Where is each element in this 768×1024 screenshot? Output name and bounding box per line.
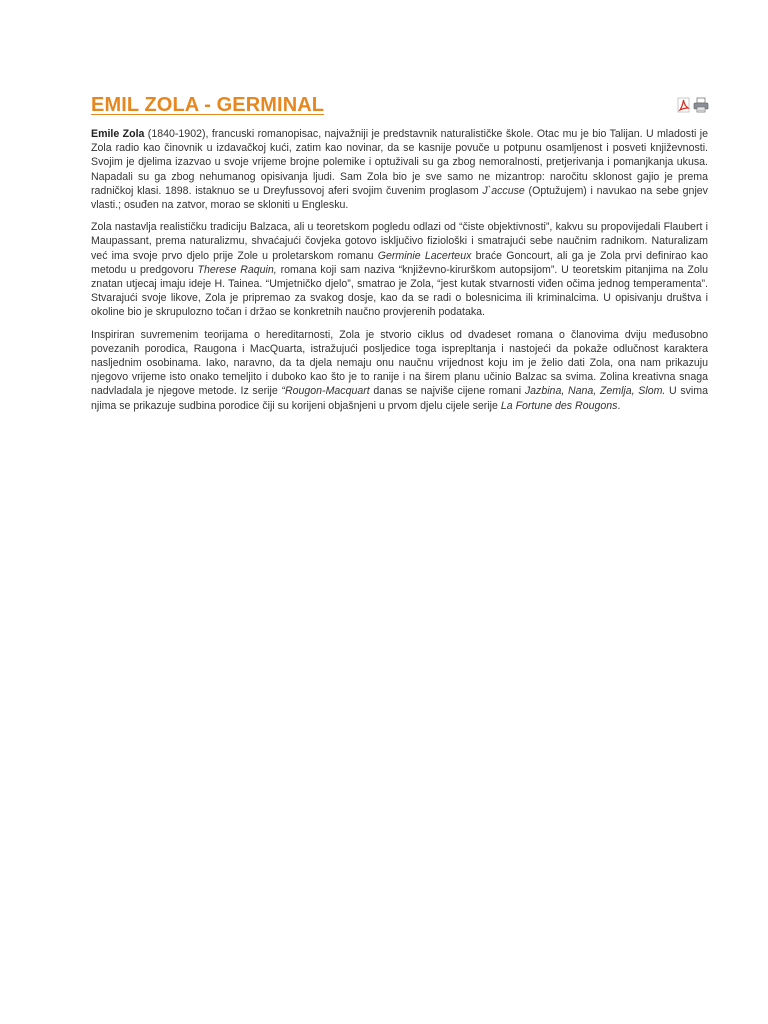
article-body (91, 127, 708, 421)
italic-title: Germinie Lacerteux (377, 249, 472, 262)
title-row (91, 94, 709, 122)
paragraph-text: Inspiriran suvremenim teorijama o hereditarnosti, Zola je stvorio ciklus od dvadeset romana o članovima dviju međusobno povezanih porodica, Raugona i MacQuarta, istražujući posljedice toga isprepltanja i nastojeći da pokaže odlučnost karaktera nasljednim osobinama. Iako, naravno, da ta djela nemaju onu naučnu vrijednost koju im je želio dati Zola, ona nam prikazuju njegovo vrijeme isto onako temeljito i duboko kao što je to ranije i na širem planu učinio Balzac sa svima. Zolina kreativna snaga nadvladala je njegove metode. Iz serije (91, 328, 708, 398)
paragraph-text: Zola nastavlja realističku tradiciju Balzaca, ali u teoretskom pogledu odlazi od “čiste objektivnosti”, kakvu su propovijedali Flaubert i Maupassant, prema naturalizmu, shvaćajući čovjeka gotovo isključivo fiziološki i smatrajući sebe naučnim radnikom. Naturalizam već ima svoje prvo djelo prije Zole u proletarskom romanu (91, 221, 708, 262)
italic-title: “Rougon-Macquart (281, 385, 370, 398)
italic-title: La Fortune des Rougons (500, 399, 618, 412)
paragraph-text: braće Goncourt, ali ga je Zola prvi definirao kao metodu u predgovoru (91, 249, 709, 276)
paragraph-2 (91, 220, 708, 319)
author-name: Emile Zola (91, 128, 145, 140)
italic-title: Therese Raquin, (197, 263, 277, 276)
print-icon[interactable] (693, 97, 709, 113)
article-title-link[interactable]: EMIL ZOLA - GERMINAL (91, 94, 325, 116)
paragraph-1 (91, 127, 708, 212)
paragraph-text: U svima njima se prikazuje sudbina porodice čiji su korijeni objašnjeni u prvom djelu cijele serije (91, 385, 708, 412)
paragraph-text: romana koji sam naziva “književno-kirurškom autopsijom”. U teoretskim pitanjima na Zolu znatan utjecaj imaju ideje H. Tainea. “Umjetničko djelo”, smatrao je Zola, “jest kutak stvarnosti viđen očima jednog temperamenta”. Stvarajući svoje likove, Zola je pripremao za svakog dosje, kao da se radi o bolesnicima ili kriminalcima. U opisivanju društva i okoline bio je skrupulozno točan i držao se konkretnih naučno provjerenih podataka. (91, 263, 708, 319)
paragraph-3 (91, 328, 708, 413)
pdf-icon[interactable] (676, 97, 692, 113)
paragraph-text: . (617, 399, 621, 412)
italic-title: J`accuse (482, 184, 525, 197)
italic-title: Jazbina, Nana, Zemlja, Slom. (524, 385, 666, 398)
paragraph-text: (1840-1902), francuski romanopisac, najvažniji je predstavnik naturalističke škole. Otac mu je bio Talijan. U mladosti je Zola radio kao činovnik u izdavačkoj kući, zatim kao novinar, da se kasnije povuče u potpunu osamljenost i posveti književnosti. Svojim je djelima izazvao u svoje vrijeme brojne polemike i optuživali su ga zbog nemoralnosti, pretjerivanja i pomanjkanja ukusa. Napadali su ga zbog nehumanog opisivanja ljudi. Sam Zola bio je sve samo ne mizantrop: naročitu sklonost gajio je prema radničkoj klasi. 1898. istaknuo se u Dreyfussovoj aferi svojim čuvenim proglasom (91, 128, 709, 197)
toolbar (676, 97, 709, 113)
paragraph-text: (Optužujem) i navukao na sebe gnjev vlasti.; osuđen na zatvor, morao se skloniti u Englesku. (91, 184, 708, 212)
paragraph-text: danas se najviše cijene romani (369, 385, 525, 398)
